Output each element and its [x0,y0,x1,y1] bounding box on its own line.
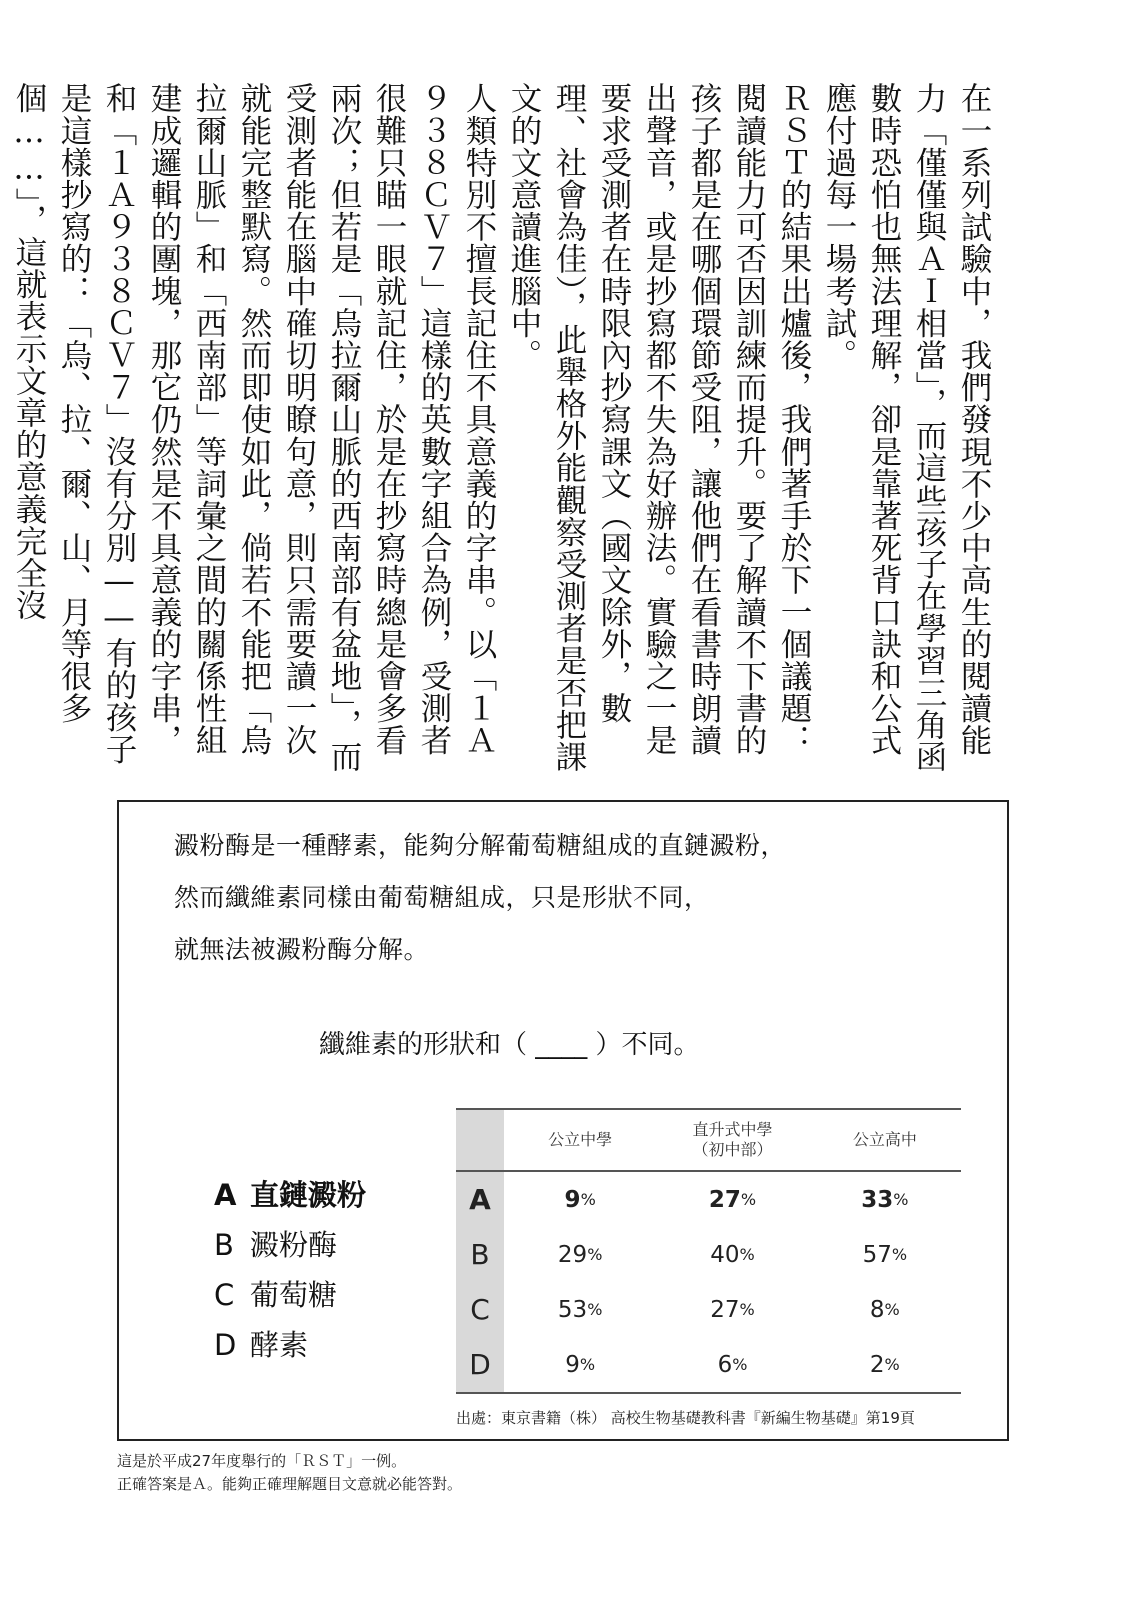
table-cell [809,1227,961,1282]
cell-value: 53 [557,1296,588,1323]
paragraph-2: ＲＳＴ的結果出爐後，我們著手於下一個議題：閱讀能力可否因訓練而提升。要了解讀不下書的孩子都是在哪個環節受阻，讓他們在看書時朗讀出聲音，或是抄寫都不失為好辦法。實驗之一是要求受測者在時限內抄寫課文（國文除外，數理、社會為佳），此舉格外能觀察受測者是否把課文的文意讀進腦中。 [506,82,812,773]
option-text: 澱粉酶 [250,1228,338,1262]
table-cell [504,1172,656,1227]
cell-unit: % [891,1245,908,1264]
header-letter-cell [456,1110,504,1170]
cell-value: 27 [710,1296,740,1323]
table-cell [656,1227,808,1282]
cell-value: 29 [557,1241,588,1268]
cell-value: 40 [710,1241,740,1268]
row-letter: C [456,1282,504,1337]
cell-value: 9 [564,1186,581,1213]
source-citation: 出處：東京書籍（株） 高校生物基礎教科書『新編生物基礎』第19頁 [456,1409,915,1427]
option-a [214,1170,366,1220]
cell-unit: % [893,1190,909,1209]
option-text: 葡萄糖 [250,1278,338,1312]
vertical-body-text [11,82,996,777]
table-cell [809,1337,961,1392]
table-row [456,1172,961,1227]
question-line-2: 然而纖維素同樣由葡萄糖組成，只是形狀不同， [174,883,710,912]
cell-value: 6 [717,1351,733,1378]
header-public-middle: 公立中學 [548,1130,613,1149]
cell-unit: % [884,1300,900,1319]
cell-value: 2 [869,1351,885,1378]
option-d [214,1320,366,1370]
cell-unit: % [732,1355,748,1374]
caption-line-2: 正確答案是Ａ。能夠正確理解題目文意就必能答對。 [117,1475,463,1493]
table-cell [656,1172,808,1227]
cell-value: 57 [862,1241,892,1268]
header-integrated-middle [656,1110,808,1170]
option-letter: A [214,1178,237,1212]
option-letter: C [214,1278,235,1312]
question-line-1: 澱粉酶是一種酵素，能夠分解葡萄糖組成的直鏈澱粉， [174,831,787,860]
table-cell [656,1282,808,1337]
cell-unit: % [740,1190,757,1209]
option-letter: B [214,1228,234,1262]
cell-unit: % [739,1300,755,1319]
cell-value: 33 [861,1186,894,1213]
cell-unit: % [739,1245,755,1264]
header-integrated-middle-line1: 直升式中學 [692,1120,773,1139]
cell-value: 9 [565,1351,580,1378]
row-letter: A [456,1172,504,1227]
row-letter: D [456,1337,504,1392]
question-box [117,800,1009,1441]
header-integrated-middle-line2: （初中部） [692,1140,773,1159]
option-text: 直鏈澱粉 [250,1178,367,1212]
table-cell [504,1282,656,1337]
option-letter: D [214,1328,237,1362]
cell-unit: % [587,1245,603,1264]
cell-unit: % [587,1300,603,1319]
option-c [214,1270,366,1320]
answer-options [214,1170,366,1370]
question-prompt: 纖維素的形狀和（ ____ ）不同。 [319,1030,700,1060]
table-row [456,1282,961,1337]
table-cell [809,1172,961,1227]
cell-value: 27 [708,1186,741,1213]
cell-value: 8 [869,1296,885,1323]
paragraph-3: 人類特別不擅長記住不具意義的字串。以「１Ａ９３８ＣＶ７」這樣的英數字組合為例，受測者很難只瞄一眼就記住，於是在抄寫時總是會多看兩次；但若是「烏拉爾山脈的西南部有盆地」，而受測者能在腦中確切明瞭句意，則只需要讀一次就能完整默寫。然而即使如此，倘若不能把「烏拉爾山脈」和「西南部」等詞彙之間的關係性組建成邏輯的團塊，那它仍然是不具意義的字串，和「１Ａ９３８ＣＶ７」沒有分別——有的孩子是這樣抄寫的：「烏、拉、爾、山、月等很多個……」，這就表示文章的意義完全沒 [11,82,497,773]
table-cell [504,1337,656,1392]
table-cell [809,1282,961,1337]
header-public-high: 公立高中 [852,1130,917,1149]
table-row [456,1227,961,1282]
caption-line-1: 這是於平成27年度舉行的「ＲＳＴ」一例。 [117,1452,407,1470]
cell-unit: % [884,1355,900,1374]
question-line-3: 就無法被澱粉酶分解。 [174,935,430,964]
cell-unit: % [579,1355,596,1374]
table-cell [504,1227,656,1282]
paragraph-1: 在一系列試驗中，我們發現不少中高生的閱讀能力「僅僅與ＡＩ相當」，而這些孩子在學習三角函數時恐怕也無法理解，卻是靠著死背口訣和公式應付過每一場考試。 [821,82,992,773]
table-cell [656,1337,808,1392]
cell-unit: % [580,1190,596,1209]
table-row [456,1337,961,1392]
option-b [214,1220,366,1270]
table-header-row [456,1110,961,1172]
row-letter: B [456,1227,504,1282]
option-text: 酵素 [250,1328,309,1362]
results-table [456,1108,961,1394]
